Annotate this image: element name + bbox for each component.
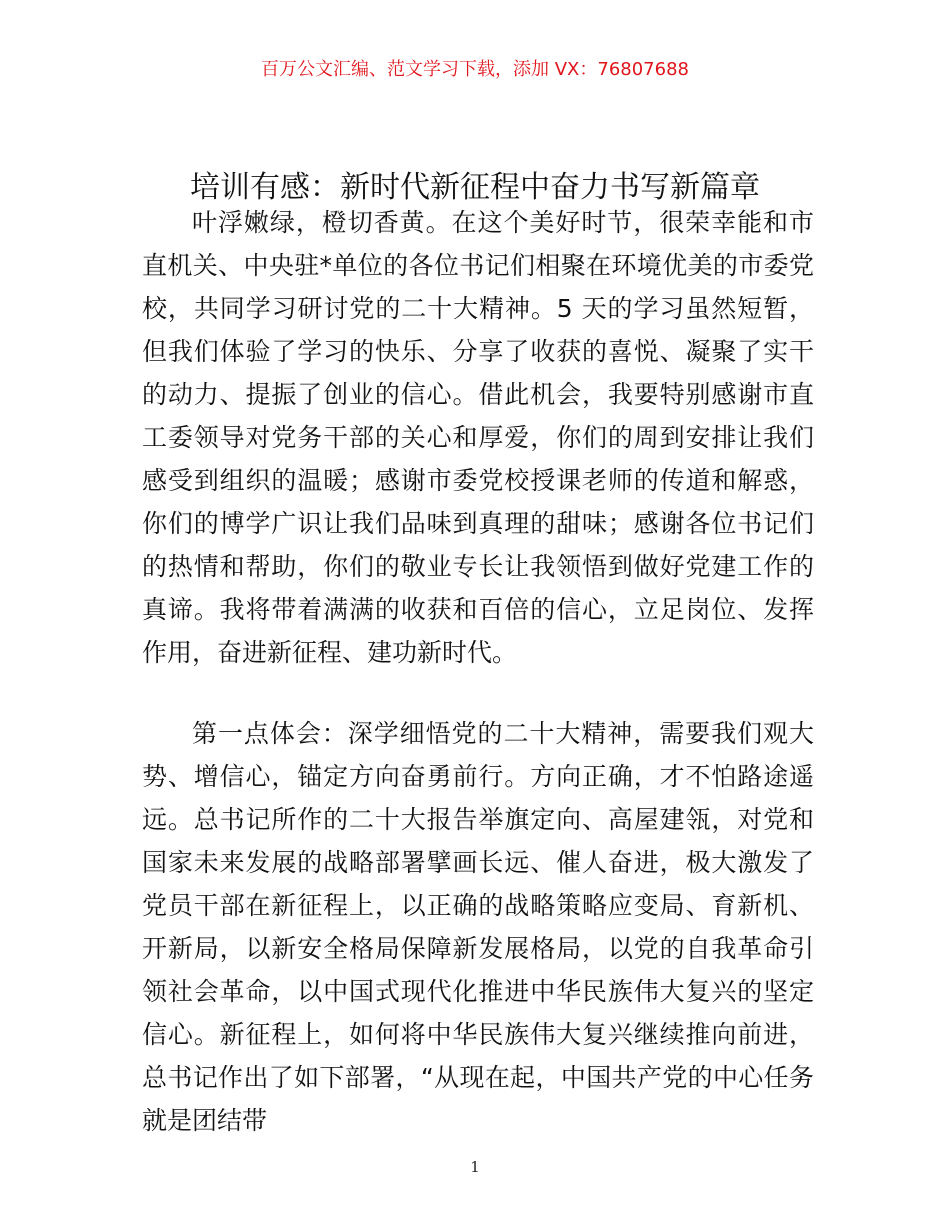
- paragraph-1: 叶浮嫩绿，橙切香黄。在这个美好时节，很荣幸能和市直机关、中央驻*单位的各位书记们相聚在环境优美的市委党校，共同学习研讨党的二十大精神。5 天的学习虽然短暂，但我们体验了学习的快乐、分享了收获的喜悦、凝聚了实干的动力、提振了创业的信心。借此机会，我要特别感谢市直工委领导对党务干部的关心和厚爱，你们的周到安排让我们感受到组织的温暖；感谢市委党校授课老师的传道和解惑，你们的博学广识让我们品味到真理的甜味；感谢各位书记们的热情和帮助，你们的敬业专长让我领悟到做好党建工作的真谛。我将带着满满的收获和百倍的信心，立足岗位、发挥作用，奋进新征程、建功新时代。: [142, 208, 814, 667]
- paragraph-2: 第一点体会：深学细悟党的二十大精神，需要我们观大势、增信心，锚定方向奋勇前行。方向正确，才不怕路途遥远。总书记所作的二十大报告举旗定向、高屋建瓴，对党和国家未来发展的战略部署擘画长远、催人奋进，极大激发了党员干部在新征程上，以正确的战略策略应变局、育新机、开新局，以新安全格局保障新发展格局，以党的自我革命引领社会革命，以中国式现代化推进中华民族伟大复兴的坚定信心。新征程上，如何将中华民族伟大复兴继续推向前进，总书记作出了如下部署，“从现在起，中国共产党的中心任务就是团结带: [142, 719, 814, 1135]
- page-number: 1: [470, 1158, 480, 1176]
- promo-banner: 百万公文汇编、范文学习下载，添加 VX：76807688: [261, 59, 689, 80]
- paragraph-2-block: [142, 712, 814, 1142]
- document-title: 培训有感：新时代新征程中奋力书写新篇章: [190, 170, 760, 205]
- paragraph-1-block: [142, 201, 814, 674]
